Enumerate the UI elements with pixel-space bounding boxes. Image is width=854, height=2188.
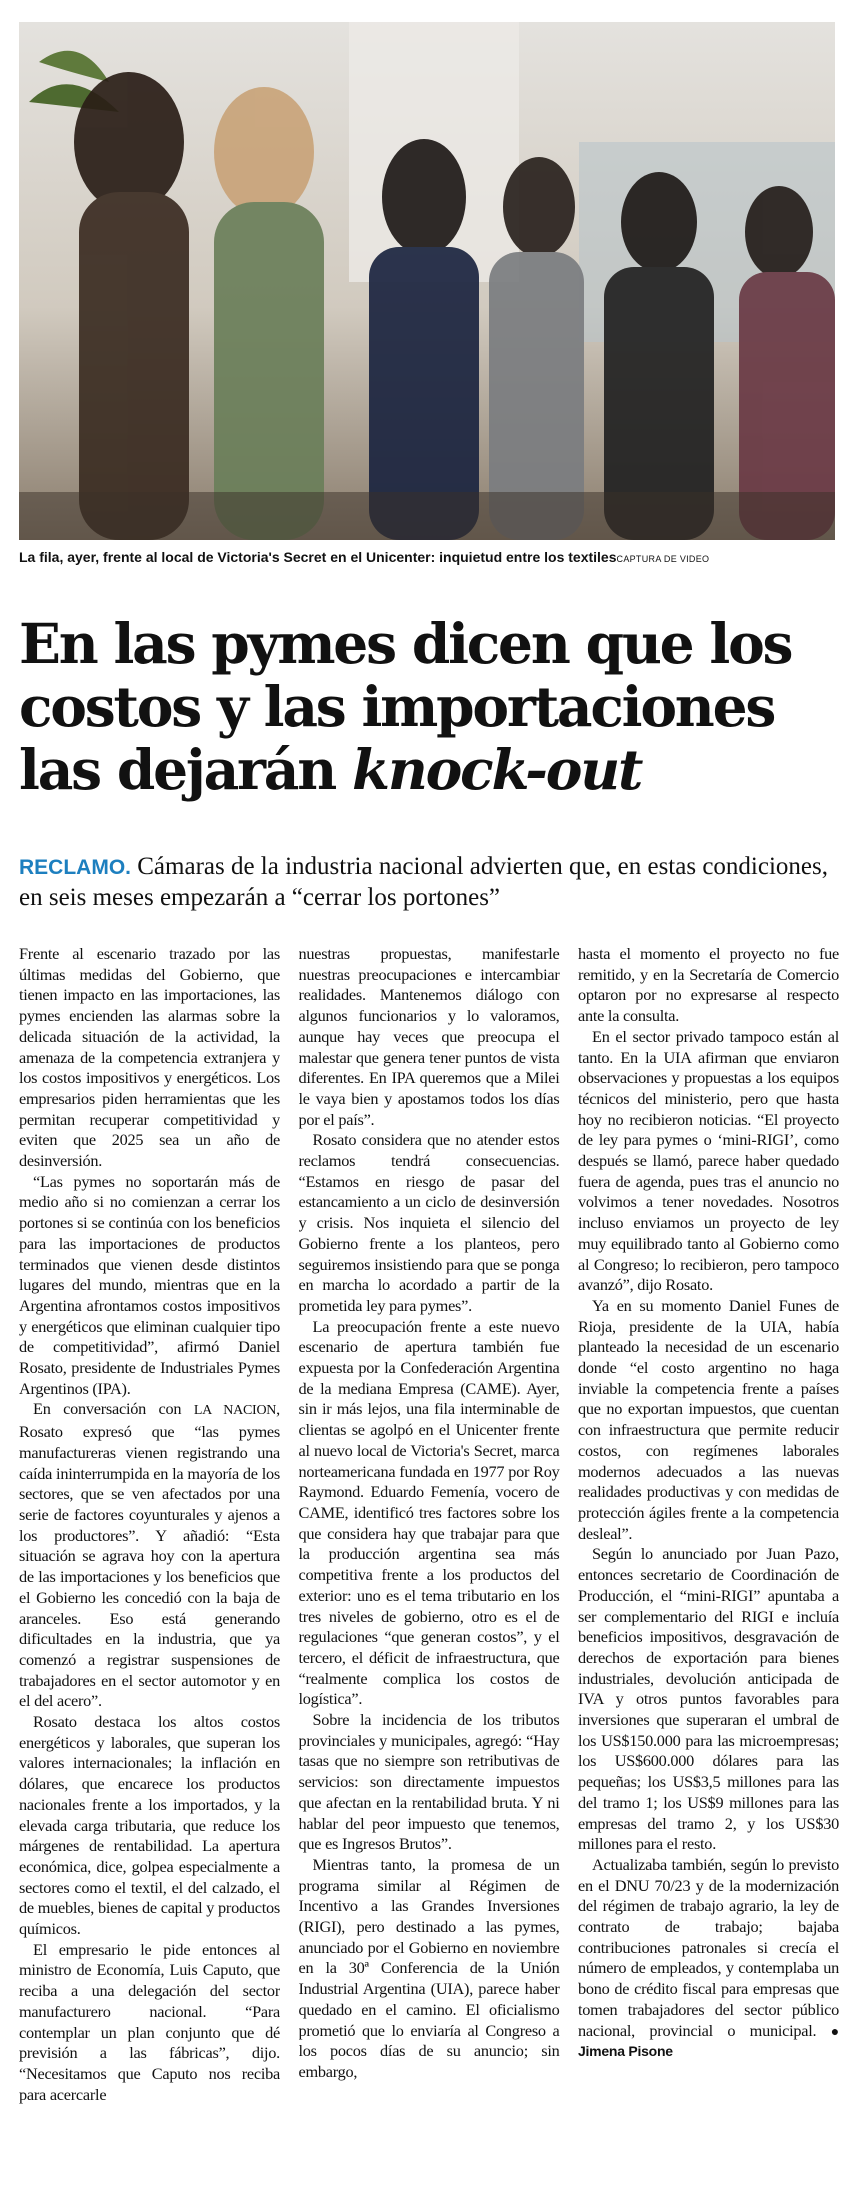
paragraph: “Las pymes no soportarán más de medio año si no comienzan a cerrar los portones si se continúa con los beneficios para las importaciones de productos terminados que vienen desde distintos lugares del mundo, mientras que en la Argentina afrontamos costos impositivos y energéticos que eliminan cualquier tipo de competitividad”, afirmó Daniel Rosato, presidente de Industriales Pymes Argentinos (IPA). xyxy=(19,1171,280,1398)
article-body xyxy=(19,944,839,2180)
paragraph: Rosato destaca los altos costos energéticos y laborales, que superan los valores internacionales; la inflación en dólares, que encarece los productos nacionales frente a los importados, y la elevada carga tributaria, que reduce los márgenes de rentabilidad. La apertura económica, dice, golpea especialmente a sectores como el textil, el del calzado, el de muebles, bienes de capital y productos químicos. xyxy=(19,1712,280,1939)
paragraph: El empresario le pide entonces al ministro de Economía, Luis Caputo, que reciba a una delegación del sector manufacturero nacional. “Para contemplar un plan conjunto que dé previsión a las fábricas”, dijo. “Necesitamos que Caputo nos reciba para acercarle xyxy=(19,1939,280,2104)
headline xyxy=(19,612,839,801)
headline-line-3b: knock-out xyxy=(351,737,642,802)
headline-line-1: En las pymes dicen que los xyxy=(19,611,792,676)
byline: ● Jimena Pisone xyxy=(578,2022,839,2060)
article-column-3 xyxy=(578,944,839,2180)
deck xyxy=(19,852,839,913)
publication-name: LA NACION xyxy=(193,1403,277,1419)
paragraph xyxy=(578,1855,839,2062)
paragraph: Frente al escenario trazado por las últimas medidas del Gobierno, que tienen impacto en las importaciones, las pymes encienden las alarmas sobre la delicada situación de la actividad, la amenaza de la competencia extranjera y los costos impositivos y energéticos. Los empresarios piden herramientas que les permitan recuperar competitividad y eviten que 2025 sea un año de desinversión. xyxy=(19,944,280,1171)
paragraph: hasta el momento el proyecto no fue remitido, y en la Secretaría de Comercio optaron por no expresarse al respecto ante la consulta. xyxy=(578,944,839,1026)
photo-caption xyxy=(19,546,835,568)
headline-line-3a: las dejarán xyxy=(19,737,352,802)
photo-credit: CAPTURA DE VIDEO xyxy=(616,554,710,564)
paragraph-text: Actualizaba también, según lo previsto en el DNU 70/23 y de la modernización del régimen de trabajo agrario, la ley de contrato de trabajo; bajaba contribuciones patronales si crecía el número de empleados, y contemplaba un bono de crédito fiscal para empresas que tomen trabajadores del sector público nacional, provincial o municipal. xyxy=(578,1854,839,2040)
paragraph: En el sector privado tampoco están al tanto. En la UIA afirman que enviaron observaciones y propuestas a los equipos técnicos del ministerio, pero que hasta hoy no recibieron noticias. “El proyecto de ley para pymes o ‘mini-RIGI’, como después se llamó, parece haber quedado fuera de agenda, pues tras el anuncio no volvimos a tener novedades. Nosotros incluso enviamos un proyecto de ley muy equilibrado tanto al Gobierno como al Congreso; lo recibieron, pero tampoco avanzó”, dijo Rosato. xyxy=(578,1026,839,1295)
paragraph: Sobre la incidencia de los tributos provinciales y municipales, agregó: “Hay tasas que no siempre son retributivas de servicios: son directamente impuestos que afectan en la rentabilidad bruta. Y ni hablar del peor impuesto que tenemos, que es Ingresos Brutos”. xyxy=(298,1710,560,1854)
paragraph: Según lo anunciado por Juan Pazo, entonces secretario de Coordinación de Producción, el “mini-RIGI” apuntaba a ser complementario del RIGI e incluía beneficios impositivos, desgravación de derechos de exportación para bienes industriales, devolución anticipada de IVA y otros puntos favorables para inversiones que superaran el umbral de los US$150.000 para las microempresas; los US$600.000 dólares para las pequeñas; los US$3,5 millones para las del tramo 1; los US$9 millones para las empresas del tramo 2, y los US$30 millones para el resto. xyxy=(578,1544,839,1854)
paragraph-text: En conversación con xyxy=(33,1399,194,1419)
paragraph: Mientras tanto, la promesa de un programa similar al Régimen de Incentivo a las Grandes Inversiones (RIGI), pero destinado a las pymes, anunciado por el Gobierno en noviembre en la 30ª Conferencia de la Unión Industrial Argentina (UIA), parece haber quedado en el camino. El oficialismo prometió que lo enviaría al Congreso a los pocos días de su anuncio; sin embargo, xyxy=(298,1854,560,2081)
paragraph xyxy=(19,1399,280,1712)
caption-text: La fila, ayer, frente al local de Victoria's Secret en el Unicenter: inquietud entre los textiles xyxy=(19,549,617,565)
news-photo xyxy=(19,22,835,540)
paragraph: La preocupación frente a este nuevo escenario de apertura también fue expuesta por la Confederación Argentina de la mediana Empresa (CAME). Ayer, sin ir más lejos, una fila interminable de clientas se agolpó en el Unicenter frente al nuevo local de Victoria's Secret, marca norteamericana fundada en 1977 por Roy Raymond. Eduardo Femenía, vocero de CAME, identificó tres factores sobre los que considera hay que trabajar para que la producción argentina sea más competitiva frente a los productos del exterior: uno es el tema tributario en los tres niveles de gobierno, otro es el de regulaciones “que generan costos”, y el tercero, el déficit de infraestructura, que “realmente complica los costos de logística”. xyxy=(298,1316,560,1709)
paragraph: nuestras propuestas, manifestarle nuestras preocupaciones e intercambiar realidades. Mantenemos diálogo con algunos funcionarios y lo valoramos, aunque hay veces que preocupa el malestar que genera tener puntos de vista diferentes. En IPA queremos que a Milei le vaya bien y apostamos todos los días por el país”. xyxy=(298,944,560,1129)
headline-line-2: costos y las importaciones xyxy=(19,674,775,739)
paragraph: Ya en su momento Daniel Funes de Rioja, presidente de la UIA, había planteado la necesidad de un escenario donde “el costo argentino no haga inviable la competencia frente a países que no exportan impuestos, que cuentan con infraestructura que permite reducir costos, con regímenes laborales modernos adecuados a las nuevas realidades productivas y con medidas de protección ágiles frente a la competencia desleal”. xyxy=(578,1295,839,1543)
kicker: RECLAMO. xyxy=(19,856,131,879)
paragraph: Rosato considera que no atender estos reclamos tendrá consecuencias. “Estamos en riesgo de pasar del estancamiento a un ciclo de desinversión y crisis. Nos inquieta el silencio del Gobierno frente a los planteos, pero seguiremos insistiendo para que se ponga en marcha lo acordado a partir de la prometida ley para pymes”. xyxy=(298,1130,560,1315)
deck-text: Cámaras de la industria nacional advierten que, en estas condiciones, en seis meses empezarán a “cerrar los portones” xyxy=(19,853,828,911)
queue-photo-illustration xyxy=(19,22,835,540)
article-column-2 xyxy=(299,944,560,2180)
paragraph-text: , Rosato expresó que “las pymes manufactureras vienen registrando una caída ininterrumpida en la mayoría de los sectores, que se ven afectados por una serie de factores coyunturales y ajenos a los productores”. Y añadió: “Esta situación se agrava hoy con la apertura de las importaciones y los beneficios que el Gobierno les concedió con la baja de aranceles. Eso está generando dificultades en la industria, que ya comenzó a registrar suspensiones de trabajadores en el sector automotor y en el del acero”. xyxy=(19,1399,280,1711)
article-column-1 xyxy=(19,944,280,2180)
